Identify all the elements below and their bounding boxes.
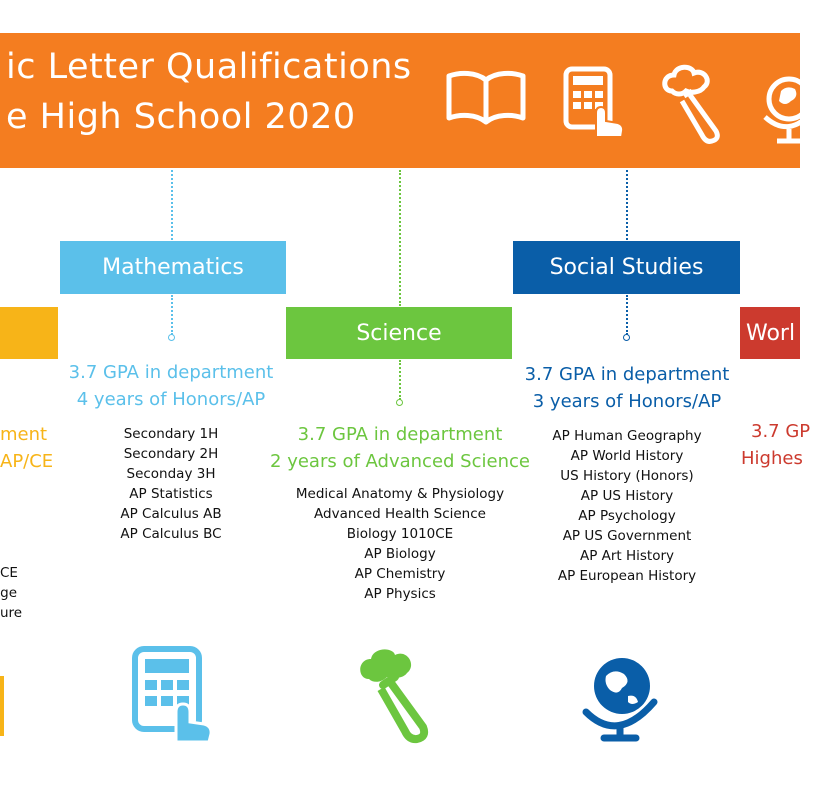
title-line-1: ic Letter Qualifications [6,47,412,87]
social-header: Social Studies [513,241,740,294]
math-connector-top [171,170,173,240]
test-tube-icon [660,63,732,143]
science-course: Advanced Health Science [314,506,486,522]
social-connector-top [626,170,628,240]
world-req-line-1: 3.7 GP [751,421,811,442]
science-course: AP Physics [364,586,436,602]
social-course: AP US History [580,488,674,504]
calculator-icon [132,646,214,744]
math-requirements [40,359,302,413]
science-req-line-1: 3.7 GPA in department [297,424,503,445]
science-course-list [280,484,520,604]
math-connector-dot [168,334,175,341]
world-header: Worl [740,307,800,359]
social-course: AP US Government [562,528,692,544]
social-connector-bottom [626,295,628,335]
science-connector-bottom [399,360,401,400]
social-connector-dot [623,334,630,341]
science-course: Medical Anatomy & Physiology [295,486,505,502]
book-icon [0,676,4,736]
science-connector-top [399,170,401,306]
math-course: AP Calculus BC [120,526,222,542]
science-connector-dot [396,399,403,406]
english-req-line-1: ment [0,424,48,445]
english-course: CE [0,565,18,581]
math-course-list [90,424,252,544]
english-requirements [0,421,54,475]
book-icon [444,66,528,128]
globe-icon [578,646,662,744]
social-course: AP Art History [579,548,675,564]
world-requirements [741,418,811,472]
math-course: Seconday 3H [126,466,216,482]
social-course: AP Psychology [578,508,676,524]
english-header [0,307,58,359]
social-course-list [536,426,718,586]
title-line-2: e High School 2020 [6,97,356,137]
social-course: AP European History [557,568,697,584]
math-course: AP Statistics [129,486,213,502]
science-req-line-2: 2 years of Advanced Science [270,451,530,472]
math-course: Secondary 2H [123,446,219,462]
science-course: AP Chemistry [354,566,446,582]
social-course: AP World History [570,448,684,464]
science-header: Science [286,307,512,359]
math-header: Mathematics [60,241,286,294]
world-req-line-2: Highes [741,448,803,469]
title-banner [0,33,800,168]
english-course-list [0,563,23,623]
english-course: ge [0,585,17,601]
math-course: Secondary 1H [123,426,219,442]
calculator-icon [562,65,628,139]
test-tube-icon [355,643,441,741]
social-course: AP Human Geography [552,428,702,444]
social-req-line-2: 3 years of Honors/AP [532,391,722,412]
science-course: Biology 1010CE [346,526,454,542]
english-course: ure [0,605,23,621]
math-connector-bottom [171,295,173,335]
math-req-line-2: 4 years of Honors/AP [76,389,266,410]
social-req-line-1: 3.7 GPA in department [524,364,730,385]
science-requirements [262,421,538,475]
globe-icon [757,67,817,147]
science-course: AP Biology [364,546,436,562]
social-requirements [493,361,761,415]
math-course: AP Calculus AB [120,506,222,522]
english-req-line-2: AP/CE [0,451,54,472]
social-course: US History (Honors) [560,468,694,484]
math-req-line-1: 3.7 GPA in department [68,362,274,383]
